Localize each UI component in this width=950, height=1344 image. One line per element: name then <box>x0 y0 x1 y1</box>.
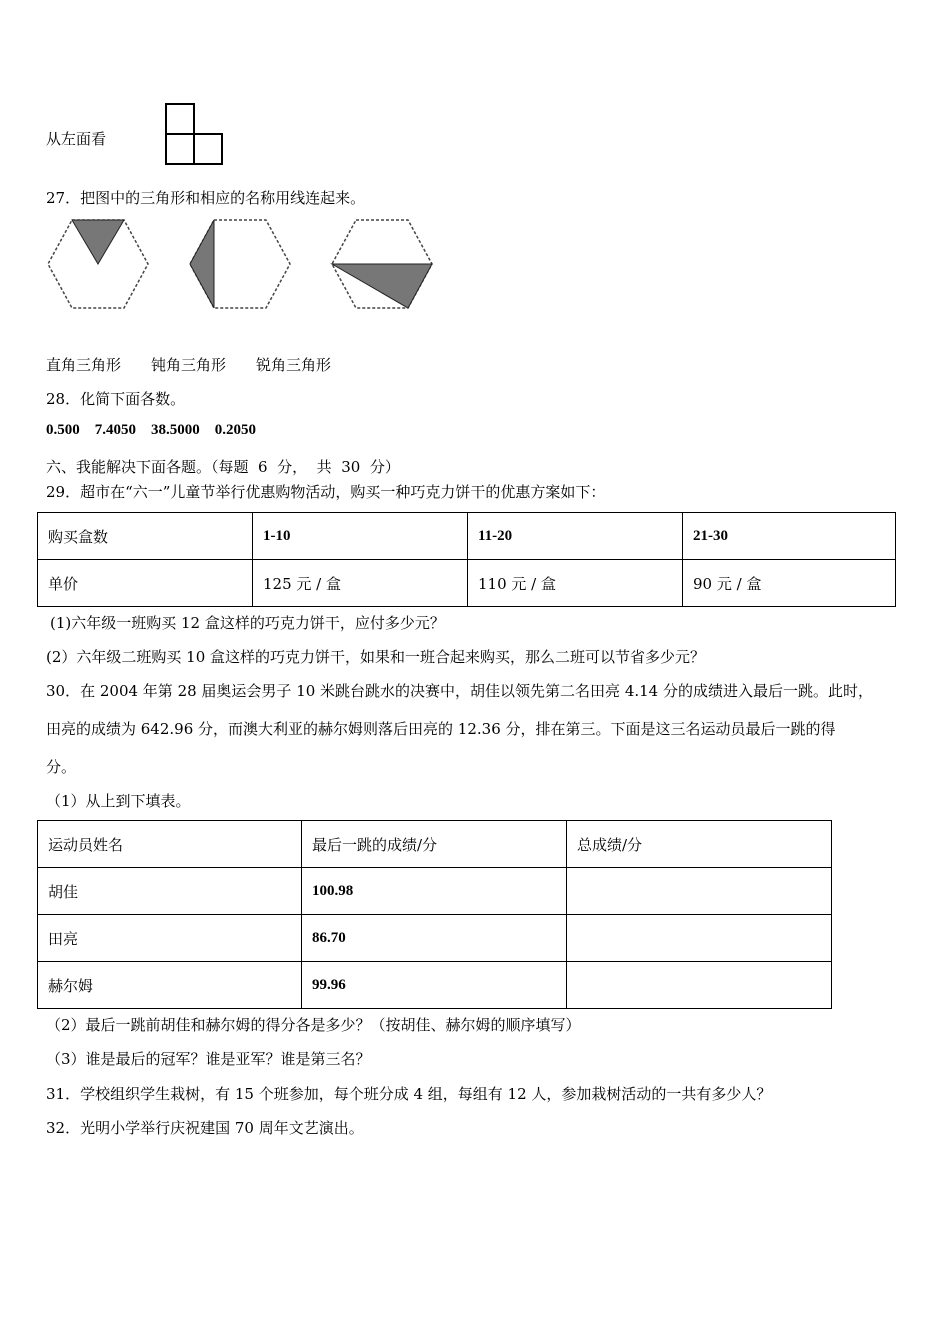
hexagon-obtuse-triangle <box>328 216 438 312</box>
table-cell: 最后一跳的成绩/分 <box>302 821 567 868</box>
label-acute-triangle: 锐角三角形 <box>256 356 332 374</box>
section6-heading: 六、我能解决下面各题。（每题 6 分， 共 30 分） <box>46 458 400 476</box>
table-cell: 总成绩/分 <box>567 821 832 868</box>
table-cell: 11-20 <box>468 513 683 560</box>
q30-line3: 分。 <box>46 758 77 776</box>
table-row <box>38 915 832 962</box>
table-cell: 田亮 <box>38 915 302 962</box>
q27-labels <box>46 354 361 375</box>
table-cell: 运动员姓名 <box>38 821 302 868</box>
q32-text: 32．光明小学举行庆祝建国 70 周年文艺演出。 <box>46 1119 364 1137</box>
hexagon-acute-triangle <box>44 216 154 312</box>
table-cell[interactable] <box>567 962 832 1009</box>
q28-number: 0.2050 <box>214 422 256 438</box>
q29-sub2: (2）六年级二班购买 10 盒这样的巧克力饼干，如果和一班合起来购买，那么二班可以节省多少元？ <box>46 648 706 666</box>
table-cell: 86.70 <box>302 915 567 962</box>
table-cell: 赫尔姆 <box>38 962 302 1009</box>
table-row <box>38 560 896 607</box>
table-cell: 1-10 <box>253 513 468 560</box>
left-view-label: 从左面看 <box>46 130 107 148</box>
q27-text: 27．把图中的三角形和相应的名称用线连起来。 <box>46 189 366 207</box>
q28-numbers <box>46 422 256 439</box>
table-row <box>38 962 832 1009</box>
table-cell: 购买盒数 <box>38 513 253 560</box>
q30-sub2: （2）最后一跳前胡佳和赫尔姆的得分各是多少？（按胡佳、赫尔姆的顺序填写） <box>46 1016 581 1034</box>
table-row <box>38 513 896 560</box>
q29-sub1: (1)六年级一班购买 12 盒这样的巧克力饼干，应付多少元？ <box>50 614 445 632</box>
table-cell: 胡佳 <box>38 868 302 915</box>
table-row <box>38 868 832 915</box>
table-cell[interactable] <box>567 868 832 915</box>
table-cell: 100.98 <box>302 868 567 915</box>
q30-line2: 田亮的成绩为 642.96 分，而澳大利亚的赫尔姆则落后田亮的 12.36 分，排在第三。下面是这三名运动员最后一跳的得 <box>46 720 836 738</box>
q30-line1: 30．在 2004 年第 28 届奥运会男子 10 米跳台跳水的决赛中，胡佳以领先第二名田亮 4.14 分的成绩进入最后一跳。此时， <box>46 682 873 700</box>
table-cell: 125 元 / 盒 <box>253 560 468 607</box>
label-right-triangle: 直角三角形 <box>46 356 122 374</box>
table-cell: 21-30 <box>683 513 896 560</box>
q29-text: 29．超市在“六一”儿童节举行优惠购物活动，购买一种巧克力饼干的优惠方案如下： <box>46 483 606 501</box>
table-cell: 110 元 / 盒 <box>468 560 683 607</box>
q31-text: 31．学校组织学生栽树，有 15 个班参加，每个班分成 4 组，每组有 12 人，参加栽树活动的一共有多少人？ <box>46 1085 772 1103</box>
table-row <box>38 821 832 868</box>
q28-number: 0.500 <box>46 422 80 438</box>
hexagon-right-triangle <box>186 216 296 312</box>
table-cell[interactable] <box>567 915 832 962</box>
label-obtuse-triangle: 钝角三角形 <box>151 356 227 374</box>
q28-text: 28．化简下面各数。 <box>46 390 186 408</box>
left-view-figure <box>160 100 230 170</box>
table-cell: 99.96 <box>302 962 567 1009</box>
q28-number: 38.5000 <box>151 422 200 438</box>
q30-sub1: （1）从上到下填表。 <box>46 792 191 810</box>
q30-score-table <box>37 820 832 1009</box>
table-cell: 单价 <box>38 560 253 607</box>
q30-sub3: （3）谁是最后的冠军？谁是亚军？谁是第三名？ <box>46 1050 371 1068</box>
table-cell: 90 元 / 盒 <box>683 560 896 607</box>
q28-number: 7.4050 <box>94 422 136 438</box>
q29-price-table <box>37 512 896 607</box>
